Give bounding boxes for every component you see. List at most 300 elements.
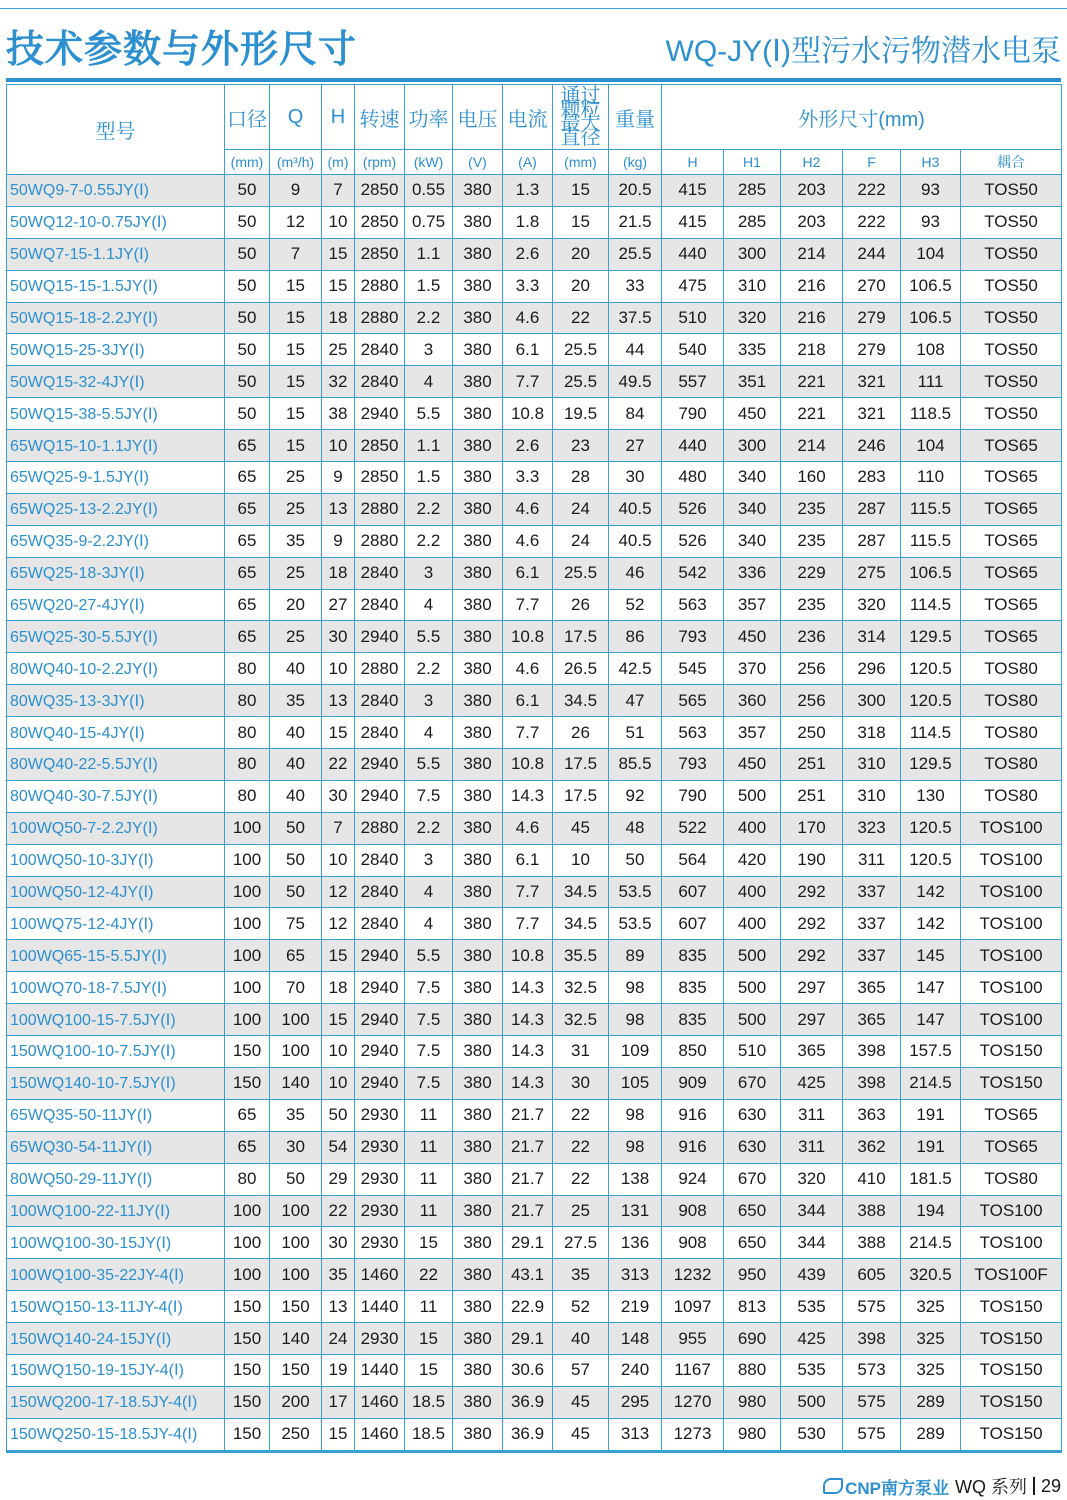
value-cell: 17 — [322, 1386, 355, 1418]
value-cell: 310 — [843, 749, 901, 781]
value-cell: 27 — [322, 589, 355, 621]
value-cell: 17.5 — [553, 621, 609, 653]
value-cell: 790 — [662, 780, 724, 812]
value-cell: 23 — [553, 430, 609, 462]
series-label: WQ 系列 — [954, 1477, 1027, 1497]
value-cell: 400 — [724, 876, 781, 908]
value-cell: TOS150 — [961, 1354, 1062, 1386]
value-cell: 2850 — [355, 175, 405, 207]
value-cell: 2940 — [355, 780, 405, 812]
value-cell: 54 — [322, 1131, 355, 1163]
value-cell: 380 — [453, 589, 503, 621]
value-cell: 50 — [270, 844, 322, 876]
value-cell: 19.5 — [553, 398, 609, 430]
value-cell: 410 — [843, 1163, 901, 1195]
spec-table-body — [7, 175, 1062, 1452]
spec-table — [6, 84, 1062, 1453]
value-cell: 12 — [270, 206, 322, 238]
voltage-header: 电压 — [453, 85, 503, 150]
value-cell: 100 — [225, 1195, 270, 1227]
value-cell: 53.5 — [609, 876, 662, 908]
value-cell: 106.5 — [901, 302, 961, 334]
table-row — [7, 1067, 1062, 1099]
value-cell: 1273 — [662, 1418, 724, 1451]
table-row — [7, 302, 1062, 334]
table-row — [7, 238, 1062, 270]
value-cell: 40 — [270, 717, 322, 749]
value-cell: 100 — [225, 1259, 270, 1291]
value-cell: 235 — [781, 493, 843, 525]
model-cell: 50WQ15-15-1.5JY(Ⅰ) — [7, 270, 225, 302]
value-cell: 19 — [322, 1354, 355, 1386]
value-cell: 11 — [405, 1099, 453, 1131]
value-cell: 100 — [270, 1227, 322, 1259]
value-cell: 18 — [322, 302, 355, 334]
value-cell: 92 — [609, 780, 662, 812]
model-cell: 80WQ35-13-3JY(Ⅰ) — [7, 685, 225, 717]
table-row — [7, 430, 1062, 462]
value-cell: 10 — [322, 844, 355, 876]
value-cell: 150 — [225, 1386, 270, 1418]
value-cell: 2840 — [355, 908, 405, 940]
value-cell: 380 — [453, 749, 503, 781]
model-cell: 65WQ25-18-3JY(Ⅰ) — [7, 557, 225, 589]
unit-cell: (rpm) — [355, 150, 405, 175]
value-cell: 340 — [724, 462, 781, 494]
value-cell: 300 — [724, 238, 781, 270]
value-cell: 36.9 — [503, 1418, 553, 1451]
value-cell: TOS80 — [961, 685, 1062, 717]
table-row — [7, 1195, 1062, 1227]
value-cell: 2940 — [355, 1036, 405, 1068]
value-cell: 400 — [724, 908, 781, 940]
value-cell: 4 — [405, 717, 453, 749]
table-row — [7, 1386, 1062, 1418]
value-cell: 908 — [662, 1227, 724, 1259]
value-cell: 835 — [662, 972, 724, 1004]
model-cell: 100WQ50-10-3JY(Ⅰ) — [7, 844, 225, 876]
value-cell: TOS100 — [961, 812, 1062, 844]
value-cell: 475 — [662, 270, 724, 302]
value-cell: 14.3 — [503, 1036, 553, 1068]
value-cell: 880 — [724, 1354, 781, 1386]
value-cell: 310 — [843, 780, 901, 812]
value-cell: TOS50 — [961, 334, 1062, 366]
value-cell: 2.2 — [405, 493, 453, 525]
value-cell: 29.1 — [503, 1227, 553, 1259]
value-cell: 203 — [781, 175, 843, 207]
value-cell: 380 — [453, 844, 503, 876]
value-cell: 14.3 — [503, 780, 553, 812]
value-cell: 15 — [270, 270, 322, 302]
flow-header: Q — [270, 85, 322, 150]
value-cell: 1232 — [662, 1259, 724, 1291]
value-cell: 251 — [781, 749, 843, 781]
value-cell: 21.7 — [503, 1195, 553, 1227]
value-cell: TOS65 — [961, 589, 1062, 621]
value-cell: 380 — [453, 972, 503, 1004]
current-header: 电流 — [503, 85, 553, 150]
value-cell: 150 — [270, 1354, 322, 1386]
value-cell: 21.7 — [503, 1131, 553, 1163]
value-cell: 256 — [781, 685, 843, 717]
value-cell: 240 — [609, 1354, 662, 1386]
value-cell: 7.7 — [503, 717, 553, 749]
value-cell: 311 — [781, 1131, 843, 1163]
model-cell: 100WQ100-30-15JY(Ⅰ) — [7, 1227, 225, 1259]
value-cell: 34.5 — [553, 908, 609, 940]
value-cell: 50 — [225, 334, 270, 366]
value-cell: 114.5 — [901, 717, 961, 749]
value-cell: 357 — [724, 717, 781, 749]
value-cell: 25 — [270, 493, 322, 525]
value-cell: 22 — [322, 1195, 355, 1227]
value-cell: 380 — [453, 908, 503, 940]
value-cell: 7.7 — [503, 589, 553, 621]
value-cell: 29 — [322, 1163, 355, 1195]
value-cell: 10 — [553, 844, 609, 876]
value-cell: 2940 — [355, 940, 405, 972]
value-cell: 575 — [843, 1291, 901, 1323]
value-cell: 100 — [225, 972, 270, 1004]
value-cell: 480 — [662, 462, 724, 494]
value-cell: 4.6 — [503, 302, 553, 334]
value-cell: 557 — [662, 366, 724, 398]
value-cell: 15 — [405, 1323, 453, 1355]
value-cell: 22 — [322, 749, 355, 781]
value-cell: 214.5 — [901, 1227, 961, 1259]
value-cell: 93 — [901, 175, 961, 207]
value-cell: TOS100 — [961, 844, 1062, 876]
unit-cell: (mm) — [553, 150, 609, 175]
value-cell: 15 — [270, 398, 322, 430]
value-cell: 18 — [322, 972, 355, 1004]
value-cell: 65 — [225, 525, 270, 557]
table-row — [7, 780, 1062, 812]
value-cell: 15 — [322, 717, 355, 749]
value-cell: 2.2 — [405, 653, 453, 685]
value-cell: 80 — [225, 749, 270, 781]
value-cell: 15 — [322, 270, 355, 302]
model-cell: 100WQ65-15-5.5JY(Ⅰ) — [7, 940, 225, 972]
value-cell: 2.6 — [503, 430, 553, 462]
value-cell: 15 — [405, 1354, 453, 1386]
value-cell: 2850 — [355, 206, 405, 238]
unit-cell: 耦合 — [961, 150, 1062, 175]
value-cell: TOS100 — [961, 1195, 1062, 1227]
value-cell: 18 — [322, 557, 355, 589]
model-cell: 150WQ150-13-11JY-4(Ⅰ) — [7, 1291, 225, 1323]
value-cell: 380 — [453, 1163, 503, 1195]
value-cell: 564 — [662, 844, 724, 876]
value-cell: 15 — [405, 1227, 453, 1259]
value-cell: 145 — [901, 940, 961, 972]
value-cell: 38 — [322, 398, 355, 430]
value-cell: 80 — [225, 685, 270, 717]
value-cell: 285 — [724, 206, 781, 238]
value-cell: 25.5 — [553, 557, 609, 589]
value-cell: 380 — [453, 1004, 503, 1036]
value-cell: 50 — [270, 1163, 322, 1195]
value-cell: 510 — [662, 302, 724, 334]
value-cell: 535 — [781, 1354, 843, 1386]
model-cell: 100WQ75-12-4JY(Ⅰ) — [7, 908, 225, 940]
value-cell: 7.5 — [405, 1036, 453, 1068]
value-cell: 850 — [662, 1036, 724, 1068]
table-row — [7, 876, 1062, 908]
value-cell: 425 — [781, 1323, 843, 1355]
value-cell: 6.1 — [503, 844, 553, 876]
value-cell: 24 — [553, 525, 609, 557]
value-cell: 86 — [609, 621, 662, 653]
value-cell: 400 — [724, 812, 781, 844]
value-cell: 108 — [901, 334, 961, 366]
value-cell: 194 — [901, 1195, 961, 1227]
value-cell: 214.5 — [901, 1067, 961, 1099]
value-cell: 42.5 — [609, 653, 662, 685]
value-cell: 1270 — [662, 1386, 724, 1418]
value-cell: 380 — [453, 302, 503, 334]
value-cell: 25 — [270, 462, 322, 494]
value-cell: 219 — [609, 1291, 662, 1323]
value-cell: 11 — [405, 1291, 453, 1323]
value-cell: TOS100 — [961, 940, 1062, 972]
value-cell: 2.2 — [405, 812, 453, 844]
value-cell: 545 — [662, 653, 724, 685]
value-cell: 380 — [453, 493, 503, 525]
value-cell: 2930 — [355, 1227, 405, 1259]
value-cell: 21.7 — [503, 1099, 553, 1131]
value-cell: 380 — [453, 685, 503, 717]
value-cell: 9 — [322, 462, 355, 494]
value-cell: 150 — [270, 1291, 322, 1323]
value-cell: 12 — [322, 908, 355, 940]
value-cell: 30 — [322, 780, 355, 812]
value-cell: 50 — [225, 366, 270, 398]
value-cell: 980 — [724, 1418, 781, 1451]
particle-header: 通过颗粒最大直径 — [553, 85, 609, 150]
value-cell: 36.9 — [503, 1386, 553, 1418]
value-cell: 20 — [553, 270, 609, 302]
value-cell: 279 — [843, 302, 901, 334]
value-cell: 256 — [781, 653, 843, 685]
value-cell: 118.5 — [901, 398, 961, 430]
value-cell: 93 — [901, 206, 961, 238]
value-cell: 150 — [225, 1354, 270, 1386]
value-cell: 1.1 — [405, 430, 453, 462]
value-cell: 292 — [781, 908, 843, 940]
value-cell: 30 — [270, 1131, 322, 1163]
value-cell: 380 — [453, 398, 503, 430]
value-cell: 115.5 — [901, 525, 961, 557]
value-cell: 3 — [405, 685, 453, 717]
value-cell: 181.5 — [901, 1163, 961, 1195]
value-cell: 835 — [662, 1004, 724, 1036]
value-cell: 157.5 — [901, 1036, 961, 1068]
value-cell: 5.5 — [405, 940, 453, 972]
value-cell: 150 — [225, 1418, 270, 1451]
value-cell: 24 — [553, 493, 609, 525]
value-cell: 2850 — [355, 462, 405, 494]
power-header: 功率 — [405, 85, 453, 150]
value-cell: 2930 — [355, 1195, 405, 1227]
value-cell: 4.6 — [503, 812, 553, 844]
value-cell: 2930 — [355, 1323, 405, 1355]
value-cell: 22 — [553, 1131, 609, 1163]
value-cell: 2940 — [355, 621, 405, 653]
unit-cell: H — [662, 150, 724, 175]
product-series-title: WQ-JY(Ⅰ)型污水污物潜水电泵 — [665, 35, 1061, 68]
value-cell: 420 — [724, 844, 781, 876]
value-cell: 48 — [609, 812, 662, 844]
value-cell: 129.5 — [901, 749, 961, 781]
value-cell: 22.9 — [503, 1291, 553, 1323]
value-cell: 2850 — [355, 238, 405, 270]
value-cell: 690 — [724, 1323, 781, 1355]
value-cell: 18.5 — [405, 1386, 453, 1418]
value-cell: 380 — [453, 1099, 503, 1131]
value-cell: 650 — [724, 1195, 781, 1227]
table-row — [7, 908, 1062, 940]
value-cell: 425 — [781, 1067, 843, 1099]
value-cell: 110 — [901, 462, 961, 494]
value-cell: 120.5 — [901, 844, 961, 876]
value-cell: 4 — [405, 876, 453, 908]
value-cell: 500 — [724, 972, 781, 1004]
value-cell: 605 — [843, 1259, 901, 1291]
value-cell: 138 — [609, 1163, 662, 1195]
value-cell: 40.5 — [609, 525, 662, 557]
brand-name: CNP南方泵业 — [845, 1478, 949, 1498]
value-cell: 22 — [553, 1163, 609, 1195]
value-cell: 106.5 — [901, 270, 961, 302]
value-cell: 321 — [843, 366, 901, 398]
value-cell: TOS150 — [961, 1291, 1062, 1323]
value-cell: 351 — [724, 366, 781, 398]
value-cell: 10.8 — [503, 940, 553, 972]
value-cell: 2930 — [355, 1131, 405, 1163]
unit-cell: F — [843, 150, 901, 175]
table-row — [7, 1163, 1062, 1195]
value-cell: 526 — [662, 493, 724, 525]
value-cell: 17.5 — [553, 749, 609, 781]
value-cell: 49.5 — [609, 366, 662, 398]
value-cell: 40 — [270, 749, 322, 781]
model-cell: 80WQ40-22-5.5JY(Ⅰ) — [7, 749, 225, 781]
value-cell: 25.5 — [553, 334, 609, 366]
value-cell: 2850 — [355, 430, 405, 462]
value-cell: 297 — [781, 972, 843, 1004]
table-row — [7, 589, 1062, 621]
value-cell: 15 — [270, 302, 322, 334]
value-cell: 7.5 — [405, 972, 453, 1004]
value-cell: 2.6 — [503, 238, 553, 270]
value-cell: 35 — [270, 685, 322, 717]
value-cell: 140 — [270, 1323, 322, 1355]
table-row — [7, 812, 1062, 844]
value-cell: 250 — [270, 1418, 322, 1451]
value-cell: 6.1 — [503, 334, 553, 366]
value-cell: 1.5 — [405, 270, 453, 302]
model-cell: 150WQ150-19-15JY-4(Ⅰ) — [7, 1354, 225, 1386]
value-cell: TOS50 — [961, 175, 1062, 207]
value-cell: 380 — [453, 1418, 503, 1451]
value-cell: 380 — [453, 462, 503, 494]
value-cell: 35 — [553, 1259, 609, 1291]
value-cell: 2880 — [355, 493, 405, 525]
value-cell: 65 — [225, 589, 270, 621]
value-cell: TOS100 — [961, 1004, 1062, 1036]
value-cell: 100 — [270, 1004, 322, 1036]
value-cell: 2840 — [355, 589, 405, 621]
value-cell: 3 — [405, 334, 453, 366]
model-cell: 100WQ50-12-4JY(Ⅰ) — [7, 876, 225, 908]
value-cell: 22 — [553, 302, 609, 334]
value-cell: 106.5 — [901, 557, 961, 589]
value-cell: 25 — [270, 621, 322, 653]
table-row — [7, 1131, 1062, 1163]
value-cell: 21.7 — [503, 1163, 553, 1195]
head-header: H — [322, 85, 355, 150]
value-cell: 24 — [322, 1323, 355, 1355]
value-cell: 150 — [225, 1067, 270, 1099]
value-cell: TOS65 — [961, 525, 1062, 557]
model-cell: 150WQ140-10-7.5JY(Ⅰ) — [7, 1067, 225, 1099]
table-row — [7, 270, 1062, 302]
value-cell: 150 — [225, 1036, 270, 1068]
value-cell: 2880 — [355, 653, 405, 685]
value-cell: TOS50 — [961, 238, 1062, 270]
value-cell: 916 — [662, 1099, 724, 1131]
value-cell: 2.2 — [405, 525, 453, 557]
value-cell: 10 — [322, 653, 355, 685]
value-cell: 148 — [609, 1323, 662, 1355]
value-cell: 337 — [843, 940, 901, 972]
value-cell: 7.5 — [405, 1004, 453, 1036]
value-cell: 45 — [553, 812, 609, 844]
value-cell: 7.7 — [503, 366, 553, 398]
value-cell: TOS80 — [961, 780, 1062, 812]
value-cell: 500 — [781, 1386, 843, 1418]
value-cell: 85.5 — [609, 749, 662, 781]
value-cell: 6.1 — [503, 685, 553, 717]
value-cell: TOS50 — [961, 366, 1062, 398]
value-cell: 214 — [781, 238, 843, 270]
value-cell: 2940 — [355, 1004, 405, 1036]
value-cell: 380 — [453, 1291, 503, 1323]
value-cell: 15 — [270, 366, 322, 398]
value-cell: 98 — [609, 1131, 662, 1163]
value-cell: TOS80 — [961, 717, 1062, 749]
value-cell: 2930 — [355, 1163, 405, 1195]
value-cell: 1.1 — [405, 238, 453, 270]
value-cell: TOS50 — [961, 270, 1062, 302]
value-cell: 337 — [843, 908, 901, 940]
value-cell: 100 — [225, 844, 270, 876]
value-cell: 15 — [553, 206, 609, 238]
value-cell: 27 — [609, 430, 662, 462]
model-cell: 65WQ35-50-11JY(Ⅰ) — [7, 1099, 225, 1131]
value-cell: TOS65 — [961, 430, 1062, 462]
value-cell: 170 — [781, 812, 843, 844]
value-cell: 575 — [843, 1418, 901, 1451]
value-cell: 160 — [781, 462, 843, 494]
value-cell: 43.1 — [503, 1259, 553, 1291]
value-cell: 2940 — [355, 398, 405, 430]
value-cell: 15 — [322, 1418, 355, 1451]
value-cell: 7 — [270, 238, 322, 270]
value-cell: 14.3 — [503, 1067, 553, 1099]
